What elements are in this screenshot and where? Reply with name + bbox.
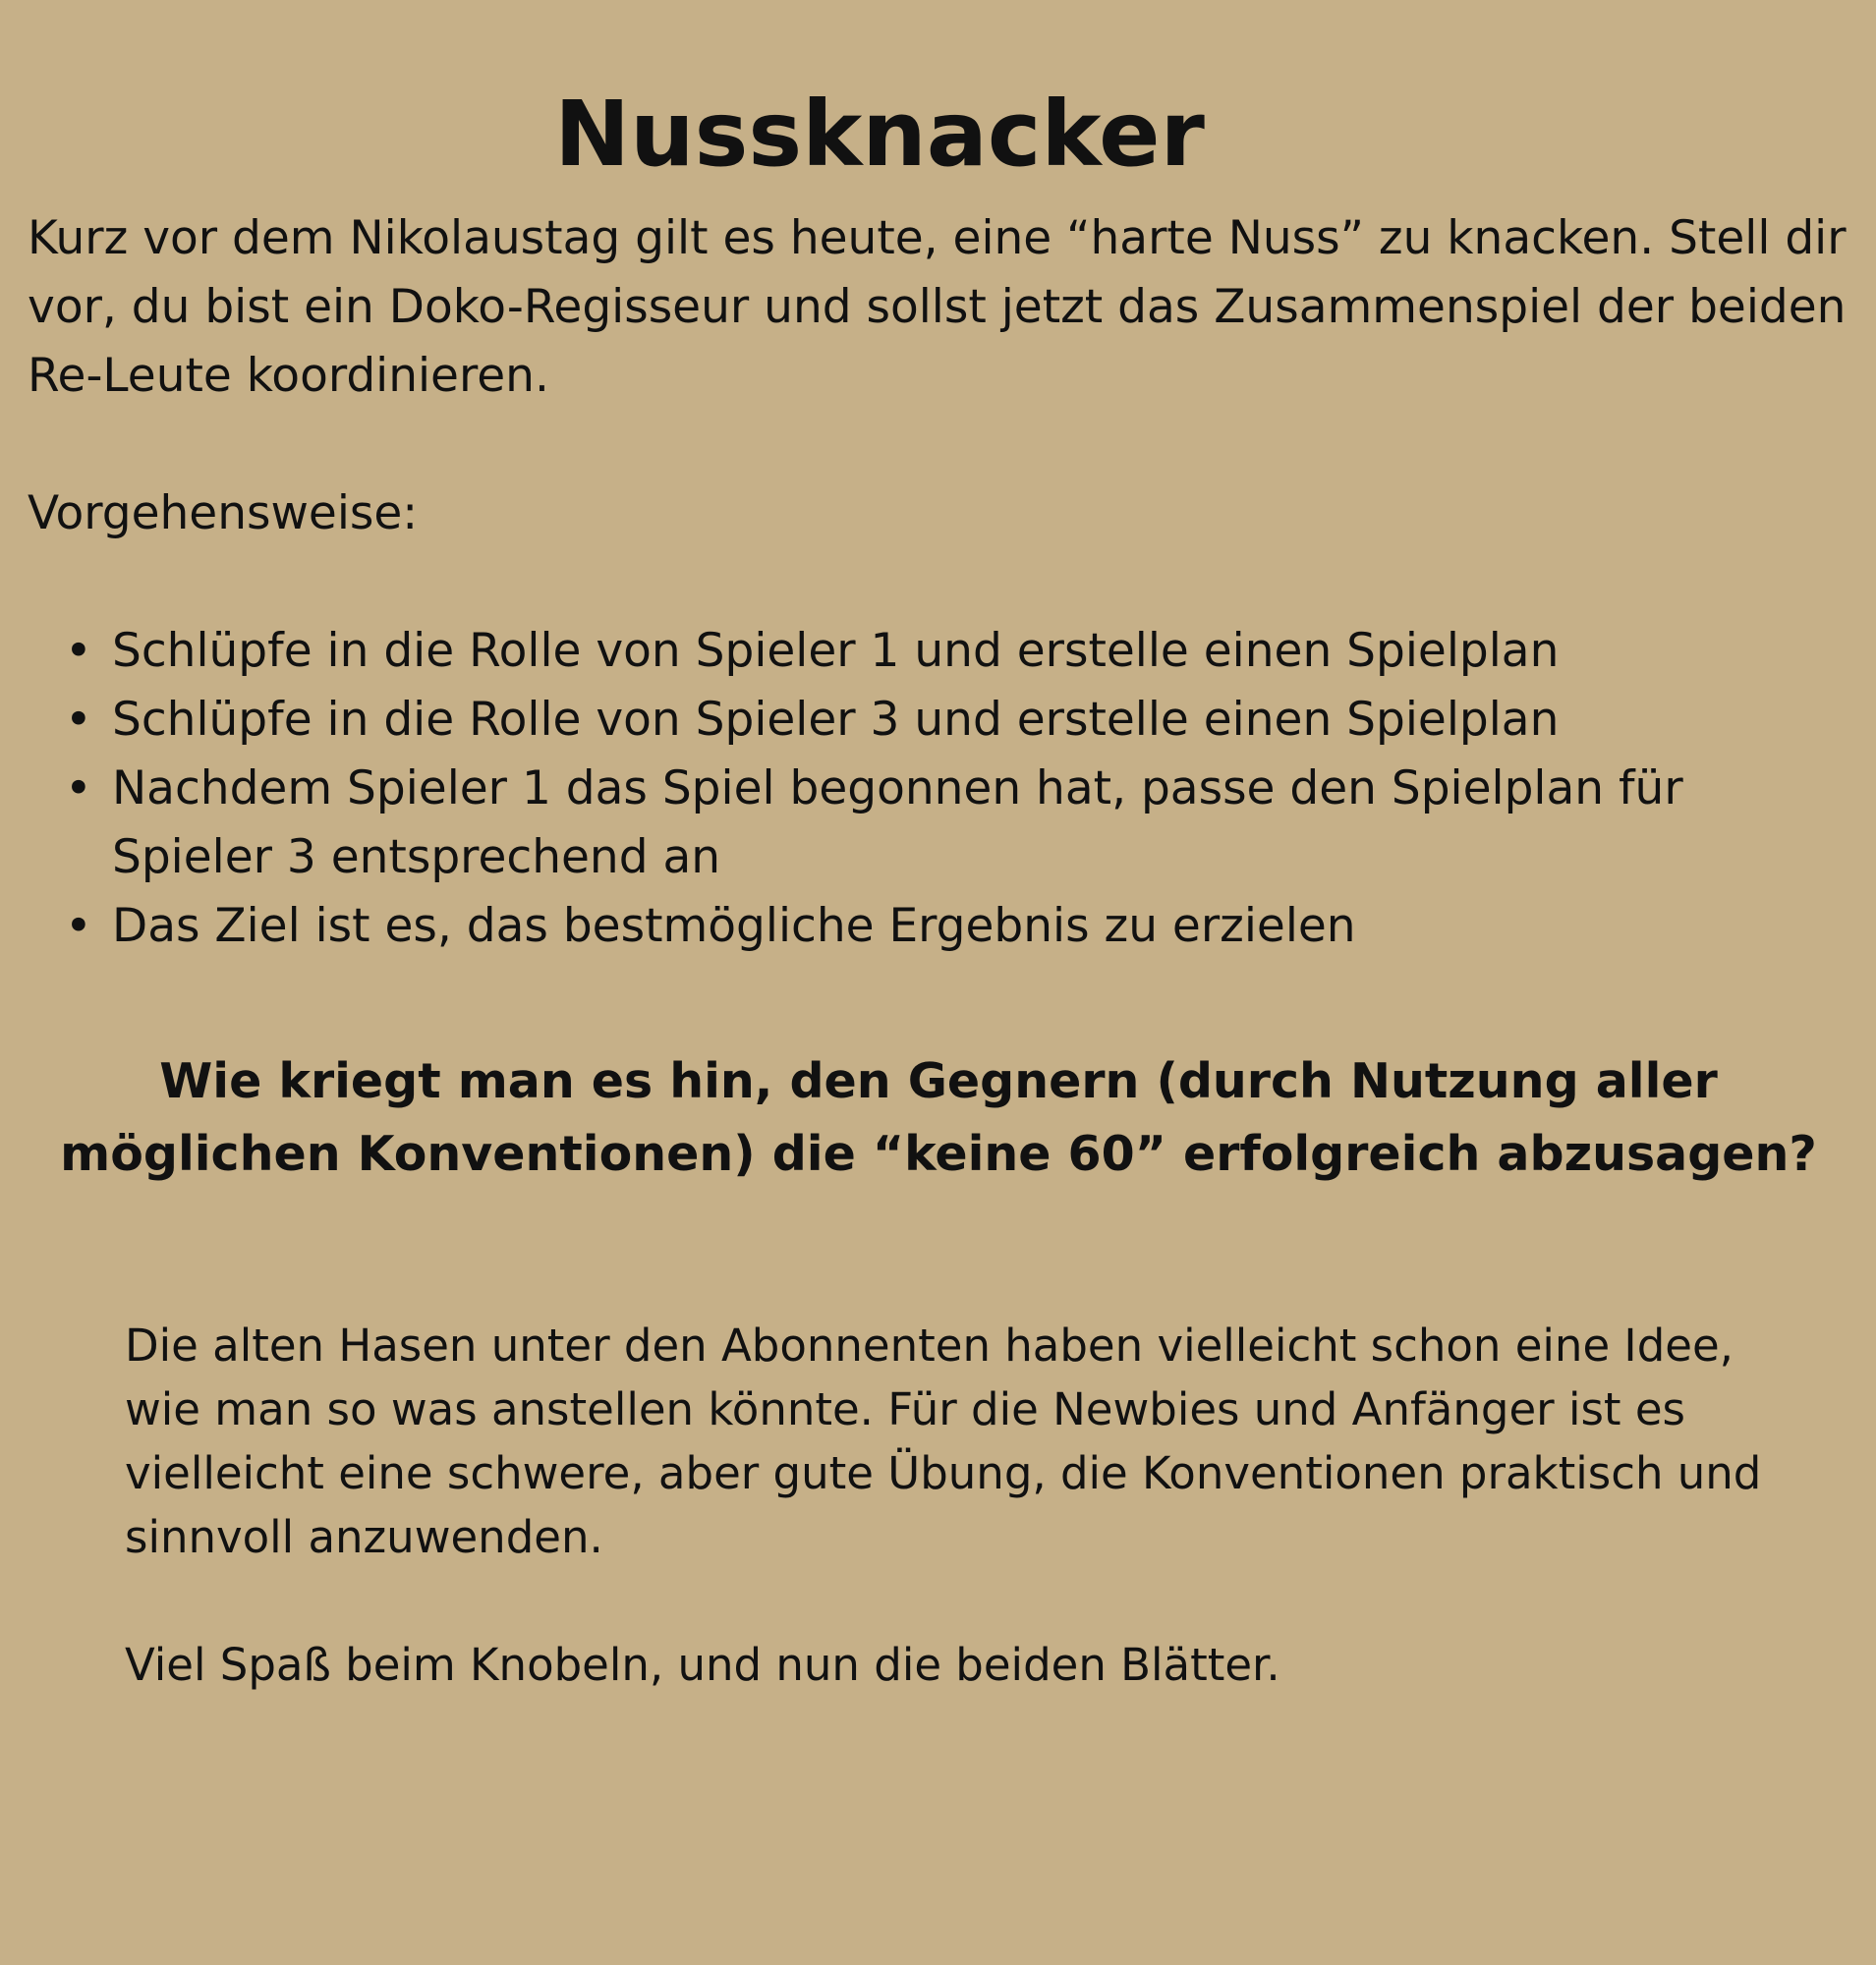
bullet-icon: • (65, 624, 92, 678)
list-item (28, 755, 1836, 892)
question-heading: Wie kriegt man es hin, den Gegnern (durch Nutzung aller möglichen Konventionen) die “keine 60” erfolgreich abzusagen? (60, 1053, 1817, 1182)
bullet-icon: • (65, 761, 92, 815)
closing-paragraph: Viel Spaß beim Knobeln, und nun die beiden Blätter. (125, 1639, 1280, 1691)
bullet-icon: • (65, 899, 92, 953)
note-paragraph: Die alten Hasen unter den Abonnenten haben vielleicht schon eine Idee, wie man so was anstellen könnte. Für die Newbies und Anfänger ist es vielleicht eine schwere, aber gute Übung, die Konventionen praktisch und sinnvoll anzuwenden. (125, 1319, 1762, 1563)
step-text: Das Ziel ist es, das bestmögliche Ergebnis zu erzielen (112, 899, 1356, 953)
list-item (28, 892, 1836, 961)
step-text: Schlüpfe in die Rolle von Spieler 3 und erstelle einen Spielplan (112, 693, 1560, 747)
bullet-icon: • (65, 693, 92, 747)
step-text: Nachdem Spieler 1 das Spiel begonnen hat, passe den Spielplan für Spieler 3 entsprechend an (112, 761, 1683, 884)
list-item (28, 617, 1836, 686)
intro-paragraph: Kurz vor dem Nikolaustag gilt es heute, eine “harte Nuss” zu knacken. Stell dir vor, du bist ein Doko-Regisseur und sollst jetzt das Zusammenspiel der beiden Re-Leute koordinieren. (28, 211, 1847, 403)
list-item (28, 686, 1836, 755)
procedure-heading: Vorgehensweise: (28, 486, 419, 540)
step-text: Schlüpfe in die Rolle von Spieler 1 und erstelle einen Spielplan (112, 624, 1560, 678)
page-title: Nussknacker (554, 82, 1205, 187)
steps-list (28, 617, 1836, 961)
